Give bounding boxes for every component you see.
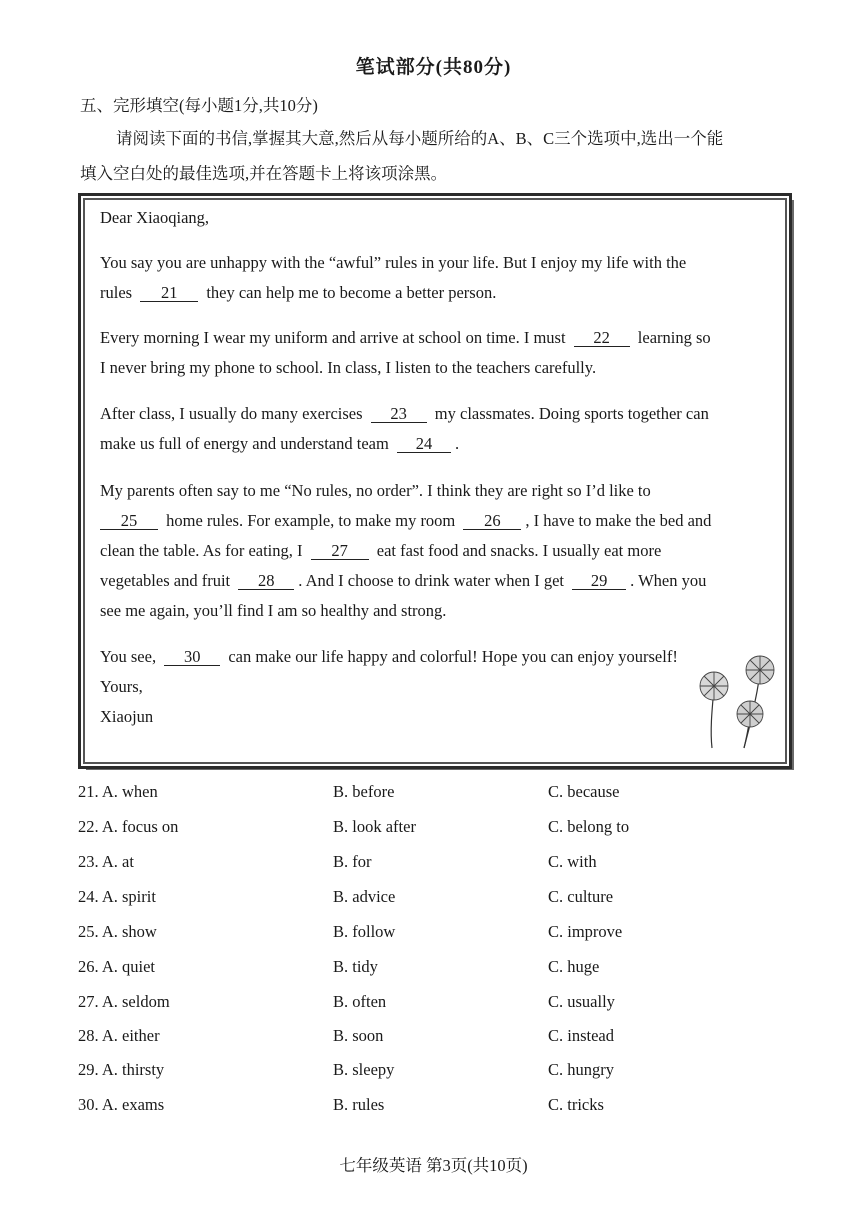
option-29-b: B. sleepy bbox=[333, 1060, 395, 1079]
section-heading: 五、完形填空(每小题1分,共10分) bbox=[80, 96, 318, 115]
blank-26: 26 bbox=[463, 513, 521, 530]
dandelion-icon bbox=[690, 650, 782, 750]
letter-line bbox=[100, 511, 711, 531]
blank-28: 28 bbox=[238, 573, 294, 590]
instruction-line-1: 请阅读下面的书信,掌握其大意,然后从每小题所给的A、B、C三个选项中,选出一个能 bbox=[116, 129, 724, 148]
option-28-a: 28. A. either bbox=[78, 1026, 160, 1045]
letter-text: You see, bbox=[100, 647, 157, 666]
letter-text: Every morning I wear my uniform and arrive at school on time. I must bbox=[100, 328, 566, 347]
option-24-c: C. culture bbox=[548, 887, 614, 906]
page-title: 笔试部分(共80分) bbox=[355, 57, 512, 78]
blank-29: 29 bbox=[572, 573, 626, 590]
option-23-b: B. for bbox=[333, 852, 372, 871]
letter-text: vegetables and fruit bbox=[100, 571, 231, 590]
letter-text: they can help me to become a better person. bbox=[206, 283, 497, 302]
instruction-line-2: 填入空白处的最佳选项,并在答题卡上将该项涂黑。 bbox=[80, 164, 448, 183]
letter-text: learning so bbox=[637, 328, 711, 347]
letter-text: make us full of energy and understand team bbox=[100, 434, 389, 453]
option-25-c: C. improve bbox=[548, 922, 623, 941]
letter-line: see me again, you’ll find I am so healthy and strong. bbox=[100, 601, 447, 620]
option-21-b: B. before bbox=[333, 782, 395, 801]
letter-text: my classmates. Doing sports together can bbox=[434, 404, 709, 423]
option-27-a: 27. A. seldom bbox=[78, 992, 170, 1011]
blank-21: 21 bbox=[140, 285, 198, 302]
letter-closing: Yours, bbox=[100, 677, 143, 696]
option-22-a: 22. A. focus on bbox=[78, 817, 179, 836]
option-24-a: 24. A. spirit bbox=[78, 887, 156, 906]
option-26-a: 26. A. quiet bbox=[78, 957, 155, 976]
option-27-c: C. usually bbox=[548, 992, 615, 1011]
letter-line: My parents often say to me “No rules, no order”. I think they are right so I’d like to bbox=[100, 481, 651, 500]
option-27-b: B. often bbox=[333, 992, 387, 1011]
letter-line bbox=[100, 283, 496, 303]
option-28-c: C. instead bbox=[548, 1026, 614, 1045]
option-22-c: C. belong to bbox=[548, 817, 630, 836]
option-21-a: 21. A. when bbox=[78, 782, 158, 801]
letter-text: home rules. For example, to make my room bbox=[166, 511, 456, 530]
letter-line bbox=[100, 434, 459, 454]
letter-line bbox=[100, 647, 678, 667]
letter-line bbox=[100, 404, 709, 424]
blank-24: 24 bbox=[397, 436, 451, 453]
option-29-a: 29. A. thirsty bbox=[78, 1060, 165, 1079]
option-21-c: C. because bbox=[548, 782, 620, 801]
blank-27: 27 bbox=[311, 543, 369, 560]
option-25-b: B. follow bbox=[333, 922, 396, 941]
option-30-a: 30. A. exams bbox=[78, 1095, 165, 1114]
letter-line bbox=[100, 328, 711, 348]
option-24-b: B. advice bbox=[333, 887, 396, 906]
letter-line: You say you are unhappy with the “awful” rules in your life. But I enjoy my life with the bbox=[100, 253, 687, 272]
blank-23: 23 bbox=[371, 406, 427, 423]
option-22-b: B. look after bbox=[333, 817, 416, 836]
option-28-b: B. soon bbox=[333, 1026, 384, 1045]
letter-line: I never bring my phone to school. In class, I listen to the teachers carefully. bbox=[100, 358, 597, 377]
letter-text: , I have to make the bed and bbox=[525, 511, 712, 530]
letter-text: can make our life happy and colorful! Hope you can enjoy yourself! bbox=[228, 647, 678, 666]
letter-signature: Xiaojun bbox=[100, 707, 154, 726]
option-30-b: B. rules bbox=[333, 1095, 385, 1114]
letter-line bbox=[100, 571, 706, 591]
blank-30: 30 bbox=[164, 649, 220, 666]
option-26-b: B. tidy bbox=[333, 957, 378, 976]
option-29-c: C. hungry bbox=[548, 1060, 614, 1079]
letter-text: clean the table. As for eating, I bbox=[100, 541, 303, 560]
blank-22: 22 bbox=[574, 330, 630, 347]
letter-text: After class, I usually do many exercises bbox=[100, 404, 363, 423]
letter-text: . When you bbox=[630, 571, 707, 590]
letter-text: rules bbox=[100, 283, 133, 302]
letter-text: eat fast food and snacks. I usually eat more bbox=[376, 541, 662, 560]
letter-greeting: Dear Xiaoqiang, bbox=[100, 208, 210, 227]
option-25-a: 25. A. show bbox=[78, 922, 157, 941]
page-footer: 七年级英语 第3页(共10页) bbox=[339, 1156, 528, 1175]
option-23-c: C. with bbox=[548, 852, 597, 871]
option-26-c: C. huge bbox=[548, 957, 600, 976]
letter-line bbox=[100, 541, 661, 561]
option-23-a: 23. A. at bbox=[78, 852, 134, 871]
blank-25: 25 bbox=[100, 513, 158, 530]
letter-text: . And I choose to drink water when I get bbox=[298, 571, 565, 590]
option-30-c: C. tricks bbox=[548, 1095, 604, 1114]
letter-text: . bbox=[454, 434, 460, 453]
